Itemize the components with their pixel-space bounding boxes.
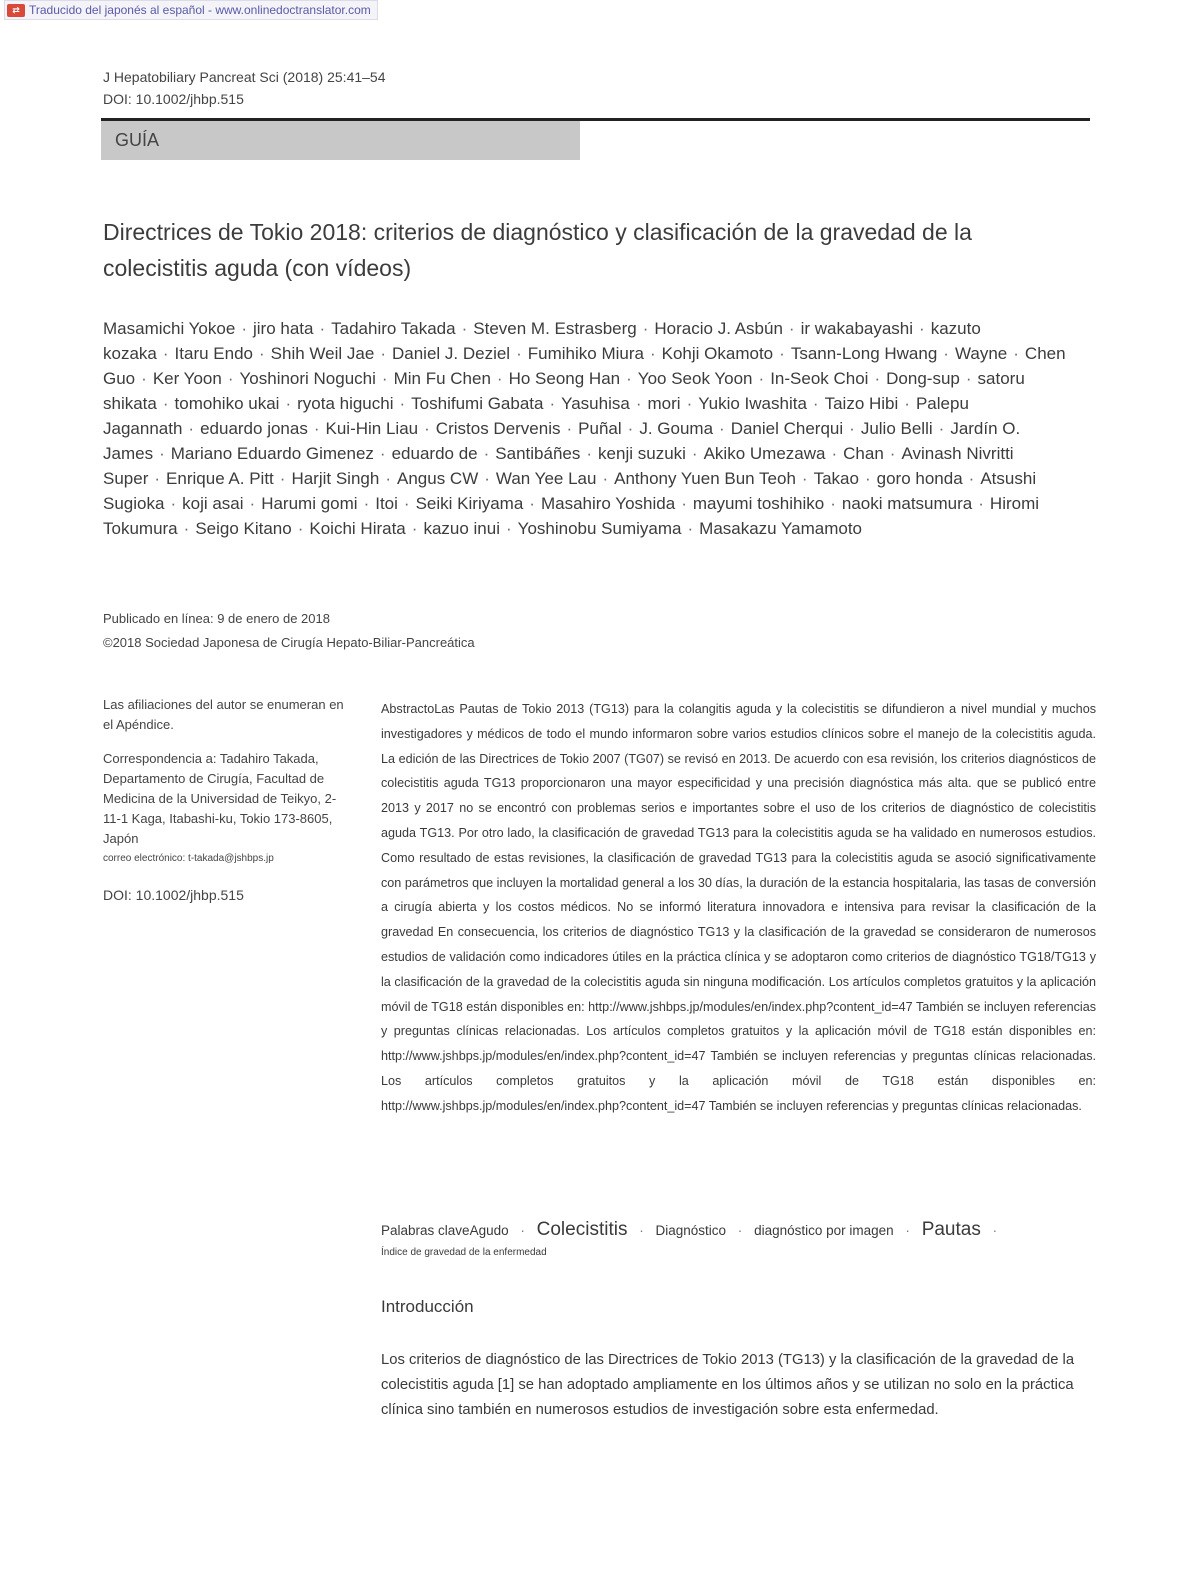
author-separator: · [162, 344, 169, 363]
author-name[interactable]: Julio Belli [860, 419, 933, 438]
author-separator: · [691, 444, 698, 463]
journal-doi: DOI: 10.1002/jhbp.515 [103, 91, 244, 107]
journal-citation-block [103, 66, 386, 110]
author-name[interactable]: Wayne [954, 344, 1008, 363]
author-name[interactable]: Enrique A. Pitt [166, 469, 274, 488]
author-separator: · [285, 394, 292, 413]
keyword-separator: · [520, 1223, 525, 1238]
author-name[interactable]: Shih Weil Jae [270, 344, 375, 363]
author-list [103, 316, 1088, 541]
author-name[interactable]: Tadahiro Takada [331, 319, 456, 338]
author-separator: · [188, 419, 195, 438]
section-label: GUÍA [101, 121, 580, 160]
author-separator: · [719, 419, 725, 438]
keyword-separator: · [639, 1223, 644, 1238]
author-name[interactable]: Yukio Iwashita [698, 394, 807, 413]
author-name[interactable]: Takao [813, 469, 859, 488]
author-separator: · [249, 494, 256, 513]
author-name[interactable]: ir wakabayashi [800, 319, 914, 338]
author-separator: · [566, 419, 573, 438]
author-name[interactable]: Cristos Dervenis [435, 419, 561, 438]
author-name[interactable]: Santibáñes [495, 444, 581, 463]
author-separator: · [159, 444, 165, 463]
author-name[interactable]: kazuto kozaka [103, 319, 981, 363]
author-separator: · [779, 344, 785, 363]
author-separator: · [649, 344, 656, 363]
author-name[interactable]: Itaru Endo [174, 344, 253, 363]
author-name[interactable]: Kui-Hin Liau [325, 419, 419, 438]
keyword-item: Agudo [469, 1223, 509, 1238]
author-separator: · [681, 494, 687, 513]
author-name[interactable]: jiro hata [252, 319, 314, 338]
author-name[interactable]: mori [647, 394, 681, 413]
keyword-item: Diagnóstico [655, 1223, 727, 1238]
author-separator: · [642, 319, 649, 338]
author-name[interactable]: Palepu Jagannath [103, 394, 969, 438]
author-separator: · [978, 494, 984, 513]
author-separator: · [297, 519, 304, 538]
author-name[interactable]: J. Gouma [639, 419, 714, 438]
author-name[interactable]: Wan Yee Lau [495, 469, 597, 488]
author-separator: · [586, 444, 593, 463]
author-name[interactable]: Akiko Umezawa [703, 444, 826, 463]
author-separator: · [183, 519, 190, 538]
author-name[interactable]: Horacio J. Asbún [654, 319, 783, 338]
copyright: ©2018 Sociedad Japonesa de Cirugía Hepato-Biliar-Pancreática [103, 635, 475, 650]
author-name[interactable]: Toshifumi Gabata [411, 394, 544, 413]
author-separator: · [399, 394, 406, 413]
author-name[interactable]: In-Seok Choi [770, 369, 869, 388]
keyword-separator: · [992, 1223, 998, 1238]
author-separator: · [943, 344, 949, 363]
publication-info [103, 607, 475, 655]
keyword-item: Pautas [921, 1219, 981, 1240]
introduction-text: Los criterios de diagnóstico de las Directrices de Tokio 2013 (TG13) y la clasificación de la gravedad de la colecistitis aguda [1] se han adoptado ampliamente en los últimos años y se utilizan no solo en la práctica clínica sino también en numerosos estudios de investigación sobre esta enfermedad. [381, 1352, 1075, 1418]
author-name[interactable]: koji asai [182, 494, 244, 513]
author-name[interactable]: Min Fu Chen [393, 369, 491, 388]
correspondence: Correspondencia a: Tadahiro Takada, Departamento de Cirugía, Facultad de Medicina de la Universidad de Teikyo, 2-11-1 Kaga, Itabashi-ku, Tokio 173-8605, Japón [103, 751, 337, 846]
author-name[interactable]: naoki matsumura [841, 494, 973, 513]
author-name[interactable]: Masamichi Yokoe [103, 319, 236, 338]
author-separator: · [154, 469, 161, 488]
author-separator: · [424, 419, 430, 438]
keyword-item-last: Índice de gravedad de la enfermedad [381, 1247, 547, 1258]
author-name[interactable]: satoru shikata [103, 369, 1025, 413]
author-name[interactable]: Puñal [578, 419, 622, 438]
author-name[interactable]: eduardo jonas [200, 419, 308, 438]
author-name[interactable]: Masahiro Yoshida [540, 494, 676, 513]
author-name[interactable]: Daniel J. Deziel [391, 344, 511, 363]
author-separator: · [968, 469, 975, 488]
published-online: Publicado en línea: 9 de enero de 2018 [103, 611, 330, 626]
author-name[interactable]: mayumi toshihiko [692, 494, 825, 513]
translator-icon: ⇄ [7, 4, 25, 17]
author-separator: · [529, 494, 535, 513]
author-separator: · [241, 319, 247, 338]
author-separator: · [686, 394, 693, 413]
keyword-item: Colecistitis [536, 1219, 628, 1240]
author-name[interactable]: Yoshinobu Sumiyama [517, 519, 682, 538]
author-name[interactable]: Kohji Okamoto [661, 344, 774, 363]
author-separator: · [889, 444, 896, 463]
introduction-heading: Introducción [381, 1297, 474, 1316]
author-name[interactable]: Harjit Singh [291, 469, 380, 488]
affiliations-note: Las afiliaciones del autor se enumeran en el Apéndice. [103, 697, 344, 732]
author-separator: · [381, 369, 388, 388]
author-separator: · [506, 519, 512, 538]
author-name[interactable]: Itoi [375, 494, 398, 513]
author-name[interactable]: Dong-sup [886, 369, 960, 388]
sidebar-doi: DOI: 10.1002/jhbp.515 [103, 887, 244, 903]
author-separator: · [380, 344, 386, 363]
correspondence-email[interactable]: correo electrónico: t-takada@jshbps.jp [103, 853, 274, 864]
abstract: AbstractoLas Pautas de Tokio 2013 (TG13) para la colangitis aguda y la colecistitis se difundieron a nivel mundial y muchos investigadores y médicos de todo el mundo informaron sobre varios estudios clínicos sobre el manejo de la colecistitis aguda. La edición de las Directrices de Tokio 2007 (TG07) se revisó en 2013. De acuerdo con esa revisión, los criterios diagnósticos de colecistitis aguda TG13 proporcionaron una mayor especificidad y una precisión diagnóstica más alta. que se publicó entre 2013 y 2017 no se encontró con problemas serios e importantes sobre el uso de los criterios de diagnóstico de colecistitis aguda TG13. Por otro lado, la clasificación de gravedad TG13 para la colecistitis aguda se ha validado en numerosos estudios. Como resultado de estas revisiones, la clasificación de gravedad TG13 para la colecistitis aguda se asoció significativamente con parámetros que incluyen la mortalidad general a los 30 días, la duración de la estancia hospitalaria, las tasas de conversión a cirugía abierta y los costos médicos. No se informó literatura innovadora e intensiva para revisar la clasificación de la gravedad En consecuencia, los criterios de diagnóstico TG13 y la clasificación de la gravedad se consideraron de numerosos estudios de validación como indicadores útiles en la práctica clínica y se adoptaron como criterios de diagnóstico TG18/TG13 y la clasificación de la gravedad de la colecistitis aguda sin ninguna modificación. Los artículos completos gratuitos y la aplicación móvil de TG18 están disponibles en: http://www.jshbps.jp/modules/en/index.php?content_id=47 También se incluyen referencias y preguntas clínicas relacionadas. Los artículos completos gratuitos y la aplicación móvil de TG18 están disponibles en: http://www.jshbps.jp/modules/en/index.php?content_id=47 También se incluyen referencias y preguntas clínicas relacionadas. Los artículos completos gratuitos y la aplicación móvil de TG18 están disponibles en: http://www.jshbps.jp/modules/en/index.php?content_id=47 También se incluyen referencias y preguntas clínicas relacionadas. [381, 702, 1096, 1113]
author-separator: · [938, 419, 945, 438]
author-separator: · [496, 369, 503, 388]
author-name[interactable]: Seigo Kitano [195, 519, 292, 538]
author-separator: · [313, 419, 320, 438]
author-separator: · [1013, 344, 1019, 363]
author-separator: · [635, 394, 642, 413]
author-separator: · [687, 519, 694, 538]
author-name[interactable]: Daniel Cherqui [730, 419, 844, 438]
author-name[interactable]: ryota higuchi [297, 394, 394, 413]
translator-banner-text: Traducido del japonés al español - www.onlinedoctranslator.com [29, 3, 371, 17]
author-name[interactable]: Atsushi Sugioka [103, 469, 1037, 513]
article-sidebar [103, 695, 353, 905]
author-name[interactable]: Jardín O. James [103, 419, 1021, 463]
author-separator: · [812, 394, 819, 413]
keywords [381, 1215, 1081, 1260]
author-name[interactable]: Anthony Yuen Bun Teoh [614, 469, 796, 488]
author-name[interactable]: Angus CW [397, 469, 479, 488]
author-separator: · [411, 519, 418, 538]
author-name[interactable]: Ho Seong Han [508, 369, 621, 388]
author-name[interactable]: Yoo Seok Yoon [637, 369, 753, 388]
author-name[interactable]: Hiromi Tokumura [103, 494, 1040, 538]
author-separator: · [788, 319, 795, 338]
author-name[interactable]: goro honda [876, 469, 963, 488]
author-separator: · [363, 494, 370, 513]
author-separator: · [627, 419, 634, 438]
author-separator: · [141, 369, 147, 388]
author-name[interactable]: kenji suzuki [598, 444, 686, 463]
author-separator: · [830, 494, 836, 513]
keyword-item: diagnóstico por imagen [754, 1223, 894, 1238]
author-name[interactable]: kazuo inui [423, 519, 500, 538]
author-name[interactable]: Mariano Eduardo Gimenez [170, 444, 374, 463]
author-separator: · [227, 369, 234, 388]
author-separator: · [379, 444, 386, 463]
author-separator: · [162, 394, 169, 413]
author-name[interactable]: Yoshinori Noguchi [239, 369, 376, 388]
author-separator: · [849, 419, 855, 438]
author-separator: · [904, 394, 910, 413]
article-title: Directrices de Tokio 2018: criterios de diagnóstico y clasificación de la gravedad de la colecistitis aguda (con vídeos) [103, 219, 972, 281]
author-separator: · [758, 369, 765, 388]
keyword-separator: · [905, 1223, 910, 1238]
author-name[interactable]: Chan [843, 444, 884, 463]
author-separator: · [864, 469, 871, 488]
author-separator: · [874, 369, 881, 388]
author-separator: · [801, 469, 808, 488]
author-name[interactable]: Taizo Hibi [824, 394, 899, 413]
author-separator: · [259, 344, 265, 363]
author-separator: · [319, 319, 326, 338]
author-separator: · [461, 319, 468, 338]
author-separator: · [483, 444, 490, 463]
author-name[interactable]: Ker Yoon [152, 369, 222, 388]
translator-banner[interactable] [4, 0, 378, 20]
author-name[interactable]: Avinash Nivritti Super [103, 444, 1014, 488]
author-name[interactable]: Steven M. Estrasberg [473, 319, 637, 338]
author-name[interactable]: Harumi gomi [261, 494, 358, 513]
author-separator: · [279, 469, 286, 488]
author-separator: · [549, 394, 556, 413]
author-separator: · [965, 369, 972, 388]
author-name[interactable]: Fumihiko Miura [527, 344, 644, 363]
author-separator: · [831, 444, 838, 463]
author-name[interactable]: tomohiko ukai [174, 394, 280, 413]
author-separator: · [919, 319, 925, 338]
author-separator: · [516, 344, 522, 363]
author-name[interactable]: eduardo de [391, 444, 478, 463]
author-name[interactable]: Masakazu Yamamoto [699, 519, 862, 538]
author-separator: · [385, 469, 391, 488]
author-separator: · [626, 369, 632, 388]
author-name[interactable]: Chen Guo [103, 344, 1066, 388]
author-separator: · [403, 494, 410, 513]
author-name[interactable]: Koichi Hirata [309, 519, 406, 538]
keyword-separator: · [737, 1223, 743, 1238]
author-name[interactable]: Seiki Kiriyama [415, 494, 524, 513]
author-separator: · [170, 494, 177, 513]
keywords-label: Palabras clave [381, 1223, 470, 1238]
journal-citation: J Hepatobiliary Pancreat Sci (2018) 25:41–54 [103, 69, 386, 85]
author-name[interactable]: Yasuhisa [561, 394, 630, 413]
author-separator: · [602, 469, 609, 488]
author-name[interactable]: Tsann-Long Hwang [790, 344, 938, 363]
author-separator: · [484, 469, 490, 488]
